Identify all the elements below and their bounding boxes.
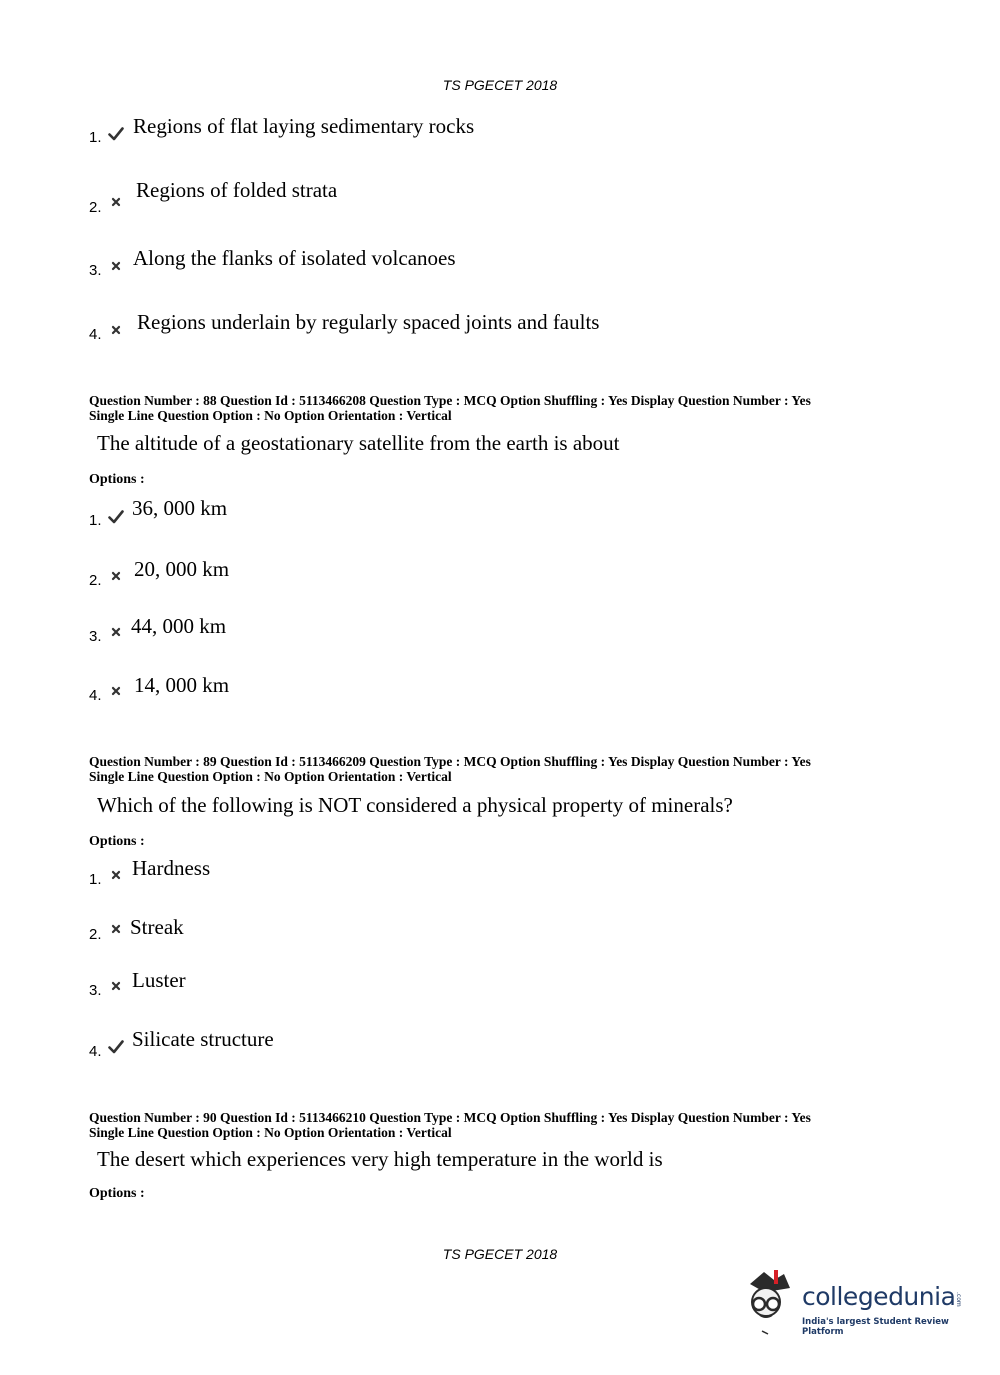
page-header: TS PGECET 2018 bbox=[442, 77, 558, 93]
option-text: 20, 000 km bbox=[134, 557, 230, 581]
option-text: 36, 000 km bbox=[132, 496, 228, 520]
question-90-text: The desert which experiences very high temperature in the world is bbox=[97, 1147, 663, 1171]
question-88-meta-line1: Question Number : 88 Question Id : 5113466208 Question Type : MCQ Option Shuffling : Yes Display Question Number : Yes bbox=[89, 393, 811, 408]
option-text: Along the flanks of isolated volcanoes bbox=[133, 246, 456, 270]
incorrect-cross-icon bbox=[110, 869, 122, 881]
incorrect-cross-icon bbox=[110, 980, 122, 992]
option-text: Regions of flat laying sedimentary rocks bbox=[133, 114, 475, 138]
option-number: 1. bbox=[89, 871, 102, 888]
question-88-options-label: Options : bbox=[89, 472, 145, 487]
logo-brand-text: collegedunia bbox=[802, 1282, 956, 1311]
incorrect-cross-icon bbox=[110, 570, 122, 582]
option-number: 4. bbox=[89, 326, 102, 343]
question-90-meta-line2: Single Line Question Option : No Option Orientation : Vertical bbox=[89, 1125, 452, 1140]
incorrect-cross-icon bbox=[110, 626, 122, 638]
question-90-meta-line1: Question Number : 90 Question Id : 5113466210 Question Type : MCQ Option Shuffling : Yes Display Question Number : Yes bbox=[89, 1110, 811, 1125]
option-text: Streak bbox=[130, 915, 184, 939]
option-number: 3. bbox=[89, 982, 102, 999]
question-89-meta-line1: Question Number : 89 Question Id : 5113466209 Question Type : MCQ Option Shuffling : Yes Display Question Number : Yes bbox=[89, 754, 811, 769]
option-number: 3. bbox=[89, 262, 102, 279]
correct-check-icon bbox=[108, 509, 124, 525]
option-number: 1. bbox=[89, 129, 102, 146]
question-89-meta-line2: Single Line Question Option : No Option Orientation : Vertical bbox=[89, 769, 452, 784]
incorrect-cross-icon bbox=[110, 260, 122, 272]
option-text: Luster bbox=[132, 968, 186, 992]
correct-check-icon bbox=[108, 1039, 124, 1055]
incorrect-cross-icon bbox=[110, 324, 122, 336]
option-number: 2. bbox=[89, 572, 102, 589]
option-text: Regions underlain by regularly spaced joints and faults bbox=[137, 310, 600, 334]
option-text: 14, 000 km bbox=[134, 673, 230, 697]
question-90-options-label: Options : bbox=[89, 1186, 145, 1201]
option-text: Silicate structure bbox=[132, 1027, 274, 1051]
mascot-icon bbox=[740, 1268, 802, 1338]
page-footer: TS PGECET 2018 bbox=[442, 1246, 558, 1262]
incorrect-cross-icon bbox=[110, 196, 122, 208]
logo-tagline: India's largest Student Review Platform bbox=[802, 1317, 949, 1337]
question-88-text: The altitude of a geostationary satellite from the earth is about bbox=[97, 431, 620, 455]
incorrect-cross-icon bbox=[110, 685, 122, 697]
incorrect-cross-icon bbox=[110, 923, 122, 935]
option-number: 4. bbox=[89, 687, 102, 704]
question-88-meta-line2: Single Line Question Option : No Option Orientation : Vertical bbox=[89, 408, 452, 423]
correct-check-icon bbox=[108, 126, 124, 142]
option-number: 2. bbox=[89, 926, 102, 943]
option-text: 44, 000 km bbox=[131, 614, 227, 638]
option-number: 4. bbox=[89, 1043, 102, 1060]
option-number: 1. bbox=[89, 512, 102, 529]
option-text: Regions of folded strata bbox=[136, 178, 338, 202]
collegedunia-logo bbox=[740, 1268, 970, 1338]
logo-domain-suffix: .com bbox=[955, 1292, 962, 1307]
option-number: 3. bbox=[89, 628, 102, 645]
question-89-text: Which of the following is NOT considered a physical property of minerals? bbox=[97, 793, 733, 817]
option-text: Hardness bbox=[132, 856, 211, 880]
question-89-options-label: Options : bbox=[89, 834, 145, 849]
option-number: 2. bbox=[89, 199, 102, 216]
